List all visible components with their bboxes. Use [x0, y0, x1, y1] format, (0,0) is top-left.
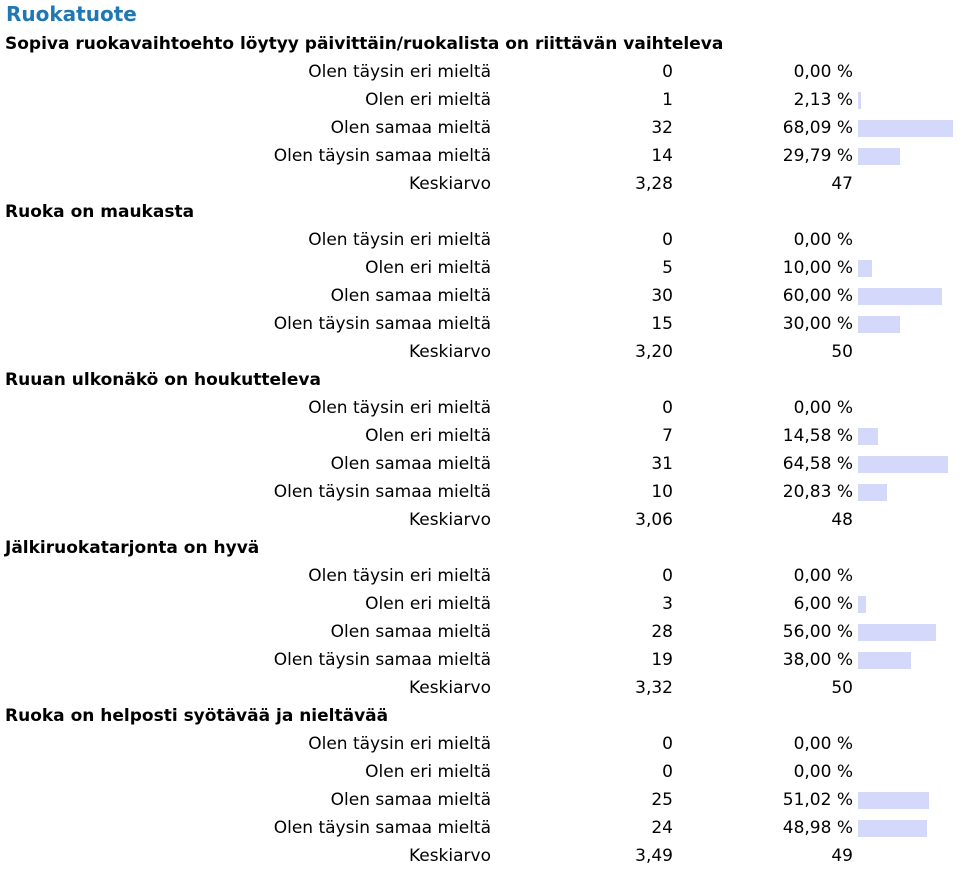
question-block — [0, 198, 960, 366]
answer-row — [0, 450, 960, 478]
percent-bar — [858, 316, 900, 333]
answer-label: Olen eri mieltä — [365, 762, 491, 782]
answer-row — [0, 226, 960, 254]
answer-label: Olen täysin eri mieltä — [308, 230, 491, 250]
answer-percent: 0,00 % — [793, 62, 853, 82]
percent-bar — [858, 596, 866, 613]
question-title: Ruoka on helposti syötävää ja nieltävää — [5, 706, 389, 726]
page-title: Ruokatuote — [6, 2, 137, 26]
summary-row — [0, 170, 960, 198]
answer-percent: 68,09 % — [782, 118, 853, 138]
mean-label: Keskiarvo — [408, 174, 491, 194]
summary-row — [0, 506, 960, 534]
answer-percent: 29,79 % — [782, 146, 853, 166]
answer-count: 24 — [651, 818, 673, 838]
mean-label: Keskiarvo — [408, 678, 491, 698]
respondent-count: 49 — [831, 846, 853, 866]
answer-label: Olen täysin eri mieltä — [308, 62, 491, 82]
answer-count: 0 — [662, 566, 673, 586]
answer-row — [0, 758, 960, 786]
mean-value: 3,06 — [635, 510, 673, 530]
percent-bar — [858, 428, 878, 445]
answer-count: 32 — [651, 118, 673, 138]
mean-value: 3,32 — [635, 678, 673, 698]
answer-row — [0, 730, 960, 758]
answer-percent: 0,00 % — [793, 566, 853, 586]
answer-percent: 6,00 % — [793, 594, 853, 614]
answer-row — [0, 282, 960, 310]
answer-label: Olen täysin samaa mieltä — [273, 482, 491, 502]
mean-label: Keskiarvo — [408, 342, 491, 362]
mean-value: 3,20 — [635, 342, 673, 362]
answer-count: 0 — [662, 762, 673, 782]
answer-label: Olen täysin samaa mieltä — [273, 314, 491, 334]
answer-row — [0, 478, 960, 506]
answer-percent: 10,00 % — [782, 258, 853, 278]
answer-label: Olen samaa mieltä — [330, 454, 491, 474]
answer-count: 0 — [662, 398, 673, 418]
percent-bar — [858, 456, 948, 473]
percent-bar — [858, 260, 872, 277]
answer-percent: 0,00 % — [793, 398, 853, 418]
answer-count: 1 — [662, 90, 673, 110]
answer-label: Olen täysin eri mieltä — [308, 398, 491, 418]
answer-percent: 51,02 % — [782, 790, 853, 810]
answer-row — [0, 562, 960, 590]
respondent-count: 48 — [831, 510, 853, 530]
answer-label: Olen eri mieltä — [365, 258, 491, 278]
answer-label: Olen samaa mieltä — [330, 118, 491, 138]
summary-row — [0, 338, 960, 366]
question-title: Sopiva ruokavaihtoehto löytyy päivittäin/ruokalista on riittävän vaihteleva — [5, 34, 724, 54]
percent-bar — [858, 120, 953, 137]
answer-label: Olen eri mieltä — [365, 594, 491, 614]
mean-value: 3,49 — [635, 846, 673, 866]
summary-row — [0, 842, 960, 870]
answer-label: Olen täysin samaa mieltä — [273, 146, 491, 166]
question-title: Ruoka on maukasta — [5, 202, 195, 222]
percent-bar — [858, 624, 936, 641]
survey-results — [0, 30, 960, 870]
answer-label: Olen eri mieltä — [365, 426, 491, 446]
percent-bar — [858, 484, 887, 501]
answer-count: 14 — [651, 146, 673, 166]
answer-count: 30 — [651, 286, 673, 306]
answer-row — [0, 786, 960, 814]
answer-count: 0 — [662, 62, 673, 82]
respondent-count: 50 — [831, 678, 853, 698]
percent-bar — [858, 652, 911, 669]
answer-percent: 0,00 % — [793, 230, 853, 250]
answer-row — [0, 114, 960, 142]
question-title: Jälkiruokatarjonta on hyvä — [5, 538, 260, 558]
mean-value: 3,28 — [635, 174, 673, 194]
percent-bar — [858, 288, 942, 305]
answer-row — [0, 58, 960, 86]
percent-bar — [858, 820, 927, 837]
answer-count: 5 — [662, 258, 673, 278]
percent-bar — [858, 792, 929, 809]
answer-label: Olen täysin eri mieltä — [308, 734, 491, 754]
answer-percent: 56,00 % — [782, 622, 853, 642]
answer-label: Olen samaa mieltä — [330, 790, 491, 810]
answer-count: 28 — [651, 622, 673, 642]
summary-row — [0, 674, 960, 702]
answer-count: 0 — [662, 734, 673, 754]
answer-label: Olen täysin samaa mieltä — [273, 818, 491, 838]
answer-row — [0, 422, 960, 450]
answer-count: 3 — [662, 594, 673, 614]
answer-percent: 2,13 % — [793, 90, 853, 110]
answer-percent: 0,00 % — [793, 762, 853, 782]
respondent-count: 47 — [831, 174, 853, 194]
respondent-count: 50 — [831, 342, 853, 362]
answer-count: 0 — [662, 230, 673, 250]
question-block — [0, 366, 960, 534]
percent-bar — [858, 148, 900, 165]
percent-bar — [858, 92, 861, 109]
answer-row — [0, 86, 960, 114]
answer-label: Olen samaa mieltä — [330, 622, 491, 642]
answer-count: 15 — [651, 314, 673, 334]
answer-count: 19 — [651, 650, 673, 670]
answer-percent: 20,83 % — [782, 482, 853, 502]
answer-row — [0, 590, 960, 618]
answer-percent: 38,00 % — [782, 650, 853, 670]
question-block — [0, 30, 960, 198]
answer-count: 10 — [651, 482, 673, 502]
answer-percent: 64,58 % — [782, 454, 853, 474]
question-block — [0, 702, 960, 870]
answer-percent: 14,58 % — [782, 426, 853, 446]
answer-label: Olen samaa mieltä — [330, 286, 491, 306]
answer-percent: 60,00 % — [782, 286, 853, 306]
answer-row — [0, 142, 960, 170]
mean-label: Keskiarvo — [408, 510, 491, 530]
answer-count: 25 — [651, 790, 673, 810]
answer-row — [0, 814, 960, 842]
answer-label: Olen eri mieltä — [365, 90, 491, 110]
answer-count: 7 — [662, 426, 673, 446]
question-block — [0, 534, 960, 702]
answer-percent: 48,98 % — [782, 818, 853, 838]
answer-row — [0, 394, 960, 422]
answer-label: Olen täysin eri mieltä — [308, 566, 491, 586]
answer-row — [0, 646, 960, 674]
question-title: Ruuan ulkonäkö on houkutteleva — [5, 370, 321, 390]
answer-percent: 0,00 % — [793, 734, 853, 754]
answer-row — [0, 254, 960, 282]
answer-percent: 30,00 % — [782, 314, 853, 334]
answer-row — [0, 310, 960, 338]
answer-count: 31 — [651, 454, 673, 474]
answer-label: Olen täysin samaa mieltä — [273, 650, 491, 670]
mean-label: Keskiarvo — [408, 846, 491, 866]
answer-row — [0, 618, 960, 646]
